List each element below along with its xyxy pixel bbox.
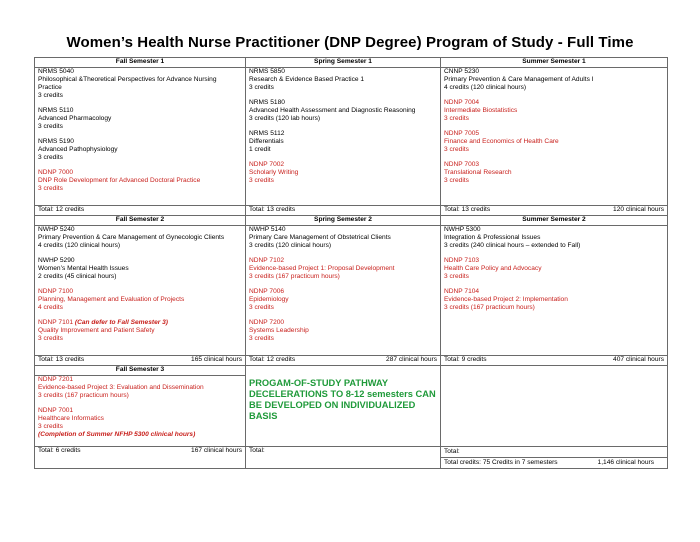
course-entry [38,257,242,281]
course-entry [249,130,437,154]
course-entry [38,376,242,400]
course-line: 3 credits [38,154,63,162]
course-line: NDNP 7201 [38,376,74,383]
course-line: Quality Improvement and Patient Safety [38,327,155,335]
semester-heading: Fall Semester 1 [35,58,246,68]
course-code: NDNP 7101 [38,319,74,327]
course-line: 3 credits (167 practicum hours) [444,304,535,312]
course-line: 4 credits (120 clinical hours) [444,84,527,92]
course-entry [249,99,437,123]
course-line: Evidence-based Project 2: Implementation [444,296,568,304]
course-line: DNP Role Development for Advanced Doctoral Practice [38,177,201,185]
semester-header-row-1 [35,58,668,68]
total-clinical-hours: 165 clinical hours [191,356,242,363]
course-line: Integration & Professional Issues [444,234,541,242]
course-note: (Completion of Summer NFHP 5300 clinical hours) [38,431,196,439]
course-line: NRMS 5112 [249,130,285,138]
course-line: Epidemiology [249,296,289,304]
course-line: Healthcare Informatics [38,415,104,423]
course-line: 3 credits (167 practicum hours) [249,273,340,281]
course-entry [38,288,242,312]
course-line: NRMS 5850 [249,68,285,75]
semester-heading: Fall Semester 3 [35,366,246,376]
course-entry [249,288,437,312]
course-line: 3 credits [249,177,274,185]
course-line: 3 credits [444,273,469,281]
course-line: 3 credits (120 lab hours) [249,115,321,123]
course-entry [38,407,242,439]
course-note: (Can defer to Fall Semester 3) [74,319,168,327]
course-entry [38,68,242,100]
course-entry [249,226,437,250]
fall-semester-3-courses [35,376,246,447]
course-line: Systems Leadership [249,327,309,335]
semester-heading: Summer Semester 1 [441,58,668,68]
fall-semester-1-courses [35,68,246,206]
course-line: NWHP 5140 [249,226,286,233]
course-line: 3 credits [444,177,469,185]
total-credits: Total: 12 credits [249,356,296,363]
course-entry [444,257,664,281]
program-total-clinical-hours: 1,146 clinical hours [597,459,654,467]
semester-total [441,356,668,366]
course-line: Advanced Pharmacology [38,115,112,123]
course-line: 3 credits (167 practicum hours) [38,392,129,400]
course-line: NDNP 7200 [249,319,285,327]
program-total-credits: Total credits: 75 Credits in 7 semesters [444,459,558,467]
totals-row-1 [35,206,668,216]
course-line: 3 credits [38,335,63,343]
course-line: NRMS 5190 [38,138,74,146]
course-entry [249,68,437,92]
page-title: Women’s Health Nurse Practitioner (DNP Degree) Program of Study - Full Time [66,34,634,51]
course-line: 3 credits (120 clinical hours) [249,242,332,250]
course-row-1 [35,68,668,206]
course-line: 3 credits [38,423,63,431]
totals-row-2 [35,356,668,366]
course-line: 3 credits [249,335,274,343]
course-entry [38,226,242,250]
course-line: CNNP 5230 [444,68,480,75]
empty-heading-cell [246,366,441,447]
total-clinical-hours: 407 clinical hours [613,356,664,363]
course-line: 3 credits [444,115,469,123]
course-line: Advanced Health Assessment and Diagnostic Reasoning [249,107,416,115]
course-entry [444,99,664,123]
course-line: NWHP 5290 [38,257,75,265]
total-clinical-hours: 287 clinical hours [386,356,437,363]
total-credits: Total: 9 credits [444,356,487,363]
course-line: NRMS 5040 [38,68,74,75]
course-line: Research & Evidence Based Practice 1 [249,76,365,84]
semester-header-row-2 [35,216,668,226]
course-entry [444,68,664,92]
fall-semester-2-courses [35,226,246,356]
course-line: 3 credits [38,123,63,131]
course-line: Primary Prevention & Care Management of Adults I [444,76,594,84]
semester-heading: Spring Semester 1 [246,58,441,68]
course-entry [444,130,664,154]
course-row-2 [35,226,668,356]
course-entry [249,257,437,281]
course-line: NDNP 7006 [249,288,285,296]
course-line: Intermediate Biostatistics [444,107,518,115]
course-line: 2 credits (45 clinical hours) [38,273,117,281]
course-line: NDNP 7102 [249,257,285,265]
course-line: NDNP 7005 [444,130,480,138]
total-credits: Total: 13 credits [249,206,296,213]
course-line: Translational Research [444,169,512,177]
course-line: NWHP 5300 [444,226,481,233]
course-line: NDNP 7002 [249,161,285,169]
course-line: Scholarly Writing [249,169,299,177]
course-line: NWHP 5240 [38,226,75,233]
course-line: Evidence-based Project 1: Proposal Development [249,265,395,273]
total-credits: Total: [249,447,265,455]
pathway-note: PROGAM-OF-STUDY PATHWAY DECELERATIONS TO 8-12 semesters CAN BE DEVELOPED ON INDIVIDUALIZED BASIS [249,378,436,422]
course-line: NDNP 7000 [38,169,74,177]
semester-total [246,447,441,469]
course-line: 3 credits [38,185,63,193]
course-line: Primary Care Management of Obstetrical Clients [249,234,391,242]
course-line: NDNP 7103 [444,257,480,265]
course-line: NRMS 5180 [249,99,285,107]
total-line: Total: [441,447,667,458]
course-line: 4 credits (120 clinical hours) [38,242,121,250]
totals-row-3 [35,447,668,469]
course-line: Women’s Mental Health Issues [38,265,129,273]
semester-heading: Spring Semester 2 [246,216,441,226]
course-line: NDNP 7004 [444,99,480,107]
course-line: 3 credits [444,146,469,154]
summer-semester-1-courses [441,68,668,206]
total-credits: Total: 13 credits [38,356,85,363]
total-clinical-hours: 167 clinical hours [191,447,242,455]
semester-heading: Summer Semester 2 [441,216,668,226]
course-line: Advanced Pathophysiology [38,146,118,154]
course-entry [38,169,242,193]
total-credits: Total: 12 credits [38,206,85,213]
course-line: 3 credits [38,92,63,100]
semester-total [35,206,246,216]
course-entry [38,107,242,131]
course-line: NDNP 7104 [444,288,480,296]
course-line: 1 credit [249,146,271,154]
course-line: NRMS 5110 [38,107,74,115]
course-line: Primary Prevention & Care Management of Gynecologic Clients [38,234,225,242]
semester-total [35,447,246,469]
course-line: Finance and Economics of Health Care [444,138,559,146]
course-line: Differentials [249,138,284,146]
spring-semester-2-courses [246,226,441,356]
course-line: NDNP 7003 [444,161,480,169]
semester-total [246,206,441,216]
semester-total [246,356,441,366]
summer-semester-2-courses [441,226,668,356]
semester-header-row-3 [35,366,668,376]
course-entry [249,161,437,185]
course-entry [444,288,664,312]
course-entry [38,138,242,162]
course-line: 4 credits [38,304,63,312]
semester-total [441,206,668,216]
program-of-study-table [34,57,668,469]
program-total [441,447,668,469]
total-clinical-hours: 120 clinical hours [613,206,664,213]
course-line: Philosophical &Theoretical Perspectives for Advance Nursing Practice [38,76,217,92]
total-credits: Total: 6 credits [38,447,81,455]
empty-heading-cell [441,366,668,447]
course-line: 3 credits [249,84,274,92]
course-line: Planning, Management and Evaluation of Projects [38,296,185,304]
course-line: NDNP 7100 [38,288,74,296]
course-entry [444,161,664,185]
course-line: 3 credits (240 clinical hours – extended to Fall) [444,242,581,250]
semester-total [35,356,246,366]
spring-semester-1-courses [246,68,441,206]
course-line: Health Care Policy and Advocacy [444,265,542,273]
course-line: Evidence-based Project 3: Evaluation and Dissemination [38,384,204,392]
course-entry [249,319,437,343]
course-entry [38,319,242,343]
course-entry [444,226,664,250]
semester-heading: Fall Semester 2 [35,216,246,226]
course-line: 3 credits [249,304,274,312]
total-credits: Total: 13 credits [444,206,491,213]
course-line: NDNP 7001 [38,407,74,415]
